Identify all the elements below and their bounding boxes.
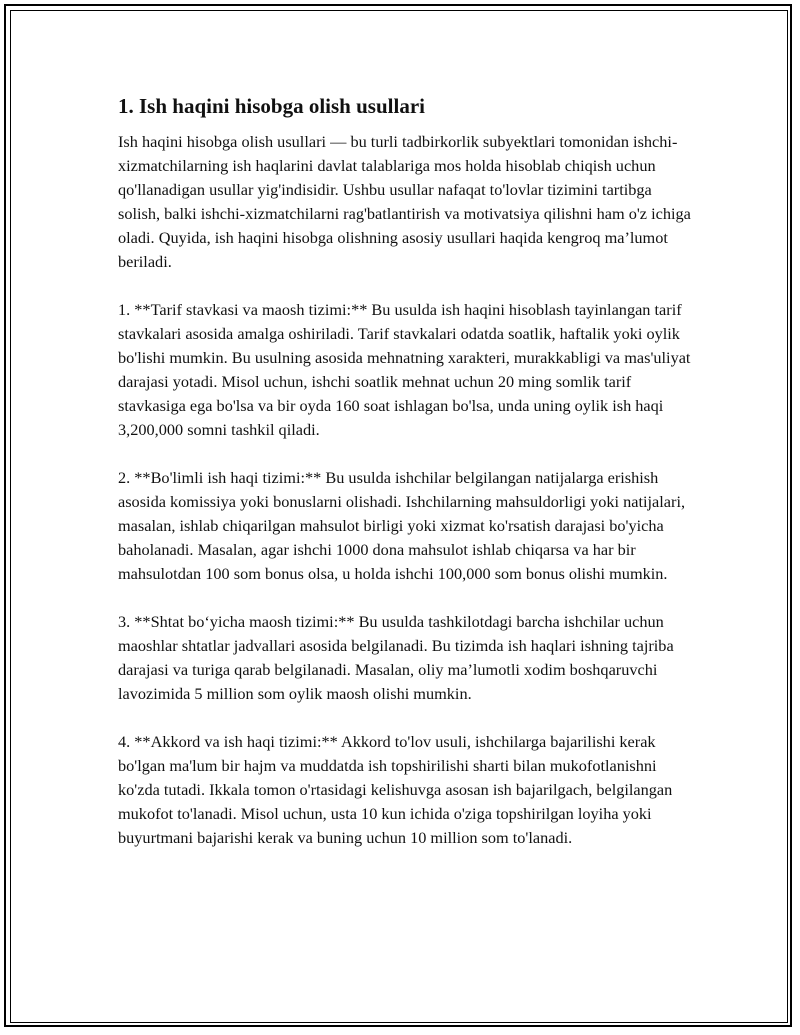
intro-paragraph: Ish haqini hisobga olish usullari — bu turli tadbirkorlik subyektlari tomonidan ishchi-xizmatchilarning ish haqlarini davlat talablariga mos holda hisoblab chiqish uchun qo'llanadigan usullar yig'indisidir. Ushbu usullar nafaqat to'lovlar tizimini tartibga solish, balki ishchi-xizmatchilarni rag'batlantirish va motivatsiya qilishni ham o'z ichiga oladi. Quyida, ish haqini hisobga olishning asosiy usullari haqida kengroq ma’lumot beriladi. bbox=[118, 132, 691, 271]
document-body bbox=[118, 92, 693, 874]
paragraph-akkord: 4. **Akkord va ish haqi tizimi:** Akkord to'lov usuli, ishchilarga bajarilishi kerak bo'lgan ma'lum bir hajm va muddatda ish topshirilishi sharti bilan mukofotlanishni ko'zda tutadi. Ikkala tomon o'rtasidagi kelishuvga asosan ish bajarilgach, belgilangan mukofot to'lanadi. Misol uchun, usta 10 kun ichida o'ziga topshirilgan loyiha yoki buyurtmani bajarishi kerak va buning uchun 10 million som to'lanadi. bbox=[118, 732, 673, 847]
paragraph-bolimli-ish-haqi: 2. **Bo'limli ish haqi tizimi:** Bu usulda ishchilar belgilangan natijalarga erishish asosida komissiya yoki bonuslarni olishadi. Ishchilarning mahsuldorligi yoki natijalari, masalan, ishlab chiqarilgan mahsulot birligi yoki xizmat ko'rsatish darajasi bo'yicha baholanadi. Masalan, agar ishchi 1000 dona mahsulot ishlab chiqarsa va har bir mahsulotdan 100 som bonus olsa, u holda ishchi 100,000 som bonus olishi mumkin. bbox=[118, 468, 686, 583]
document-title: 1. Ish haqini hisobga olish usullari bbox=[118, 94, 425, 118]
paragraph-tarif-stavkasi: 1. **Tarif stavkasi va maosh tizimi:** Bu usulda ish haqini hisoblash tayinlangan tarif stavkalari asosida amalga oshiriladi. Tarif stavkalari odatda soatlik, haftalik yoki oylik bo'lishi mumkin. Bu usulning asosida mehnatning xarakteri, murakkabligi va mas'uliyat darajasi yotadi. Misol uchun, ishchi soatlik mehnat uchun 20 ming somlik tarif stavkasiga ega bo'lsa va bir oyda 160 soat ishlagan bo'lsa, unda uning oylik ish haqi 3,200,000 somni tashkil qiladi. bbox=[118, 300, 691, 439]
paragraph-shtat-maosh: 3. **Shtat bo‘yicha maosh tizimi:** Bu usulda tashkilotdagi barcha ishchilar uchun maoshlar shtatlar jadvallari asosida belgilanadi. Bu tizimda ish haqlari ishning tajriba darajasi va turiga qarab belgilanadi. Masalan, oliy ma’lumotli xodim boshqaruvchi lavozimida 5 million som oylik maosh olishi mumkin. bbox=[118, 612, 674, 703]
